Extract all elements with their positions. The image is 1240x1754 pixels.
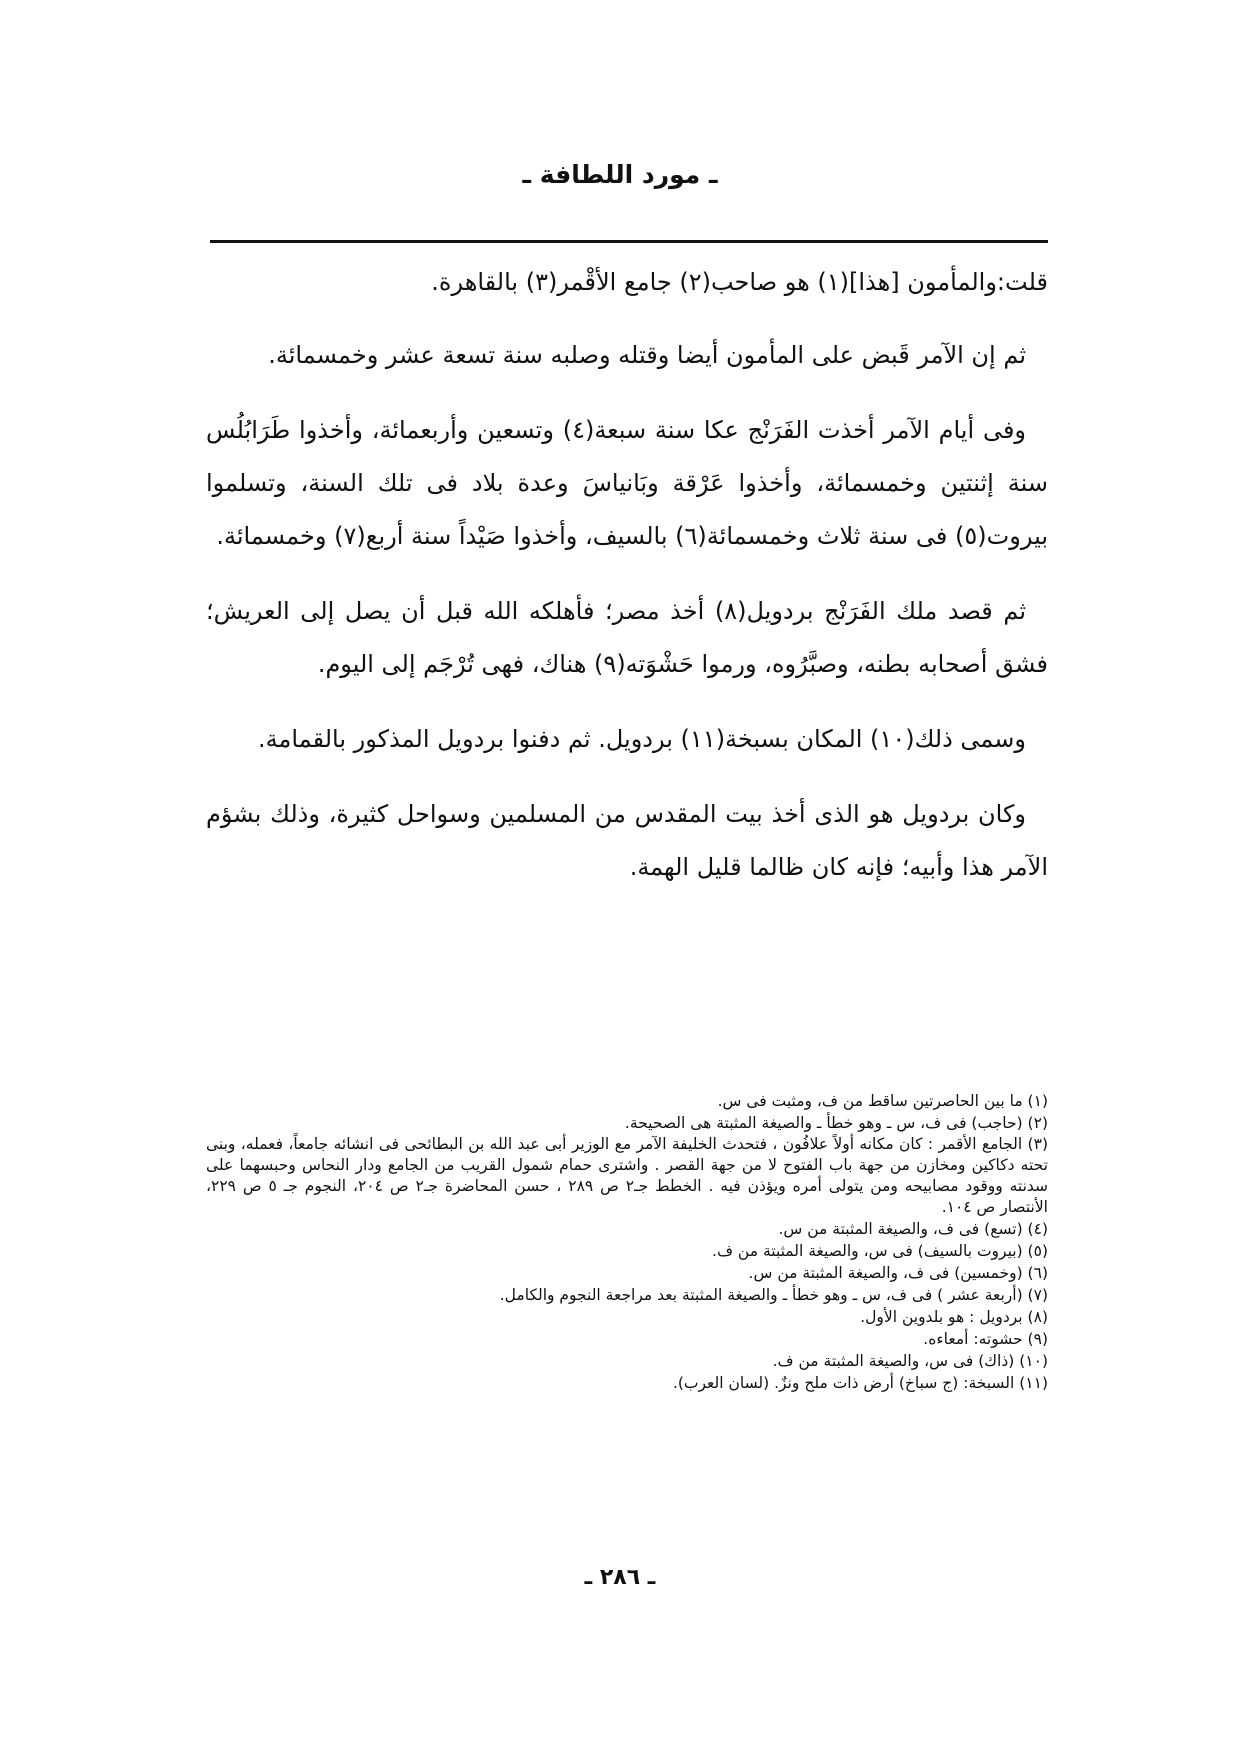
footnote-9: (٩) حشوته: أمعاءه.	[923, 1330, 1048, 1348]
paragraph-4: ثم قصد ملك الفَرَنْج بردويل(٨) أخذ مصر؛ فأهلكه الله قبل أن يصل إلى العريش؛ فشق أصحابه بطنه، وصبَّرُوه، ورموا حَشْوَته(٩) هناك، فهى تُرْجَم إلى اليوم.	[206, 597, 1048, 678]
running-header: ـ مورد اللطافة ـ	[522, 160, 718, 189]
paragraph-3: وفى أيام الآمر أخذت الفَرَنْج عكا سنة سبعة(٤) وتسعين وأربعمائة، وأخذوا طَرَابُلُس سنة إثنتين وخمسمائة، وأخذوا عَرْقة وبَانياسَ وعدة بلاد فى تلك السنة، وتسلموا بيروت(٥) فى سنة ثلاث وخمسمائة(٦) بالسيف، وأخذوا صَيْداً سنة أربع(٧) وخمسمائة.	[206, 416, 1048, 550]
paragraph-5: وسمى ذلك(١٠) المكان بسبخة(١١) بردويل. ثم دفنوا بردويل المذكور بالقمامة.	[258, 725, 1026, 753]
footnote-4: (٤) (تسع) فى ف، والصيغة المثبتة من س.	[778, 1220, 1048, 1238]
header-divider	[210, 240, 1048, 243]
paragraph-2: ثم إن الآمر قَبض على المأمون أيضا وقتله وصلبه سنة تسعة عشر وخمسمائة.	[268, 341, 1026, 369]
main-text	[206, 256, 1048, 916]
footnote-10: (١٠) (ذاك) فى س، والصيغة المثبتة من ف.	[772, 1352, 1048, 1370]
footnote-6: (٦) (وخمسين) فى ف، والصيغة المثبتة من س.	[748, 1264, 1048, 1282]
paragraph-1: قلت:والمأمون [هذا](١) هو صاحب(٢) جامع الأقْمر(٣) بالقاهرة.	[431, 268, 1048, 296]
footnotes	[206, 1090, 1048, 1394]
footnote-8: (٨) بردويل : هو بلدوين الأول.	[860, 1308, 1048, 1326]
footnote-3: (٣) الجامع الأقمر : كان مكانه أولاً علافُون ، فتحدث الخليفة الآمر مع الوزير أبى عبد الله بن البطائحى فى انشائه جامعاً، فعمله، وبنى تحته دكاكين ومخازن من جهة باب الفتوح لا من جهة القصر . واشترى حمام شمول القريب من الجامع ودار النحاس وحبسهما على سدنته ووقود مصابيحه ومن يتولى أمره ويؤذن فيه . الخطط جـ٢ ص ٢٨٩ ، حسن المحاضرة جـ٢ ص ٢٠٤، النجوم جـ ٥ ص ٢٢٩، الأنتصار ص ١٠٤.	[206, 1135, 1049, 1216]
footnote-5: (٥) (بيروت بالسيف) فى س، والصيغة المثبتة من ف.	[712, 1242, 1048, 1260]
footnote-1: (١) ما بين الحاصرتين ساقط من ف، ومثبت فى س.	[717, 1092, 1048, 1110]
paragraph-6: وكان بردويل هو الذى أخذ بيت المقدس من المسلمين وسواحل كثيرة، وذلك بشؤم الآمر هذا وأبيه؛ فإنه كان ظالما قليل الهمة.	[206, 800, 1048, 881]
footnote-2: (٢) (حاجب) فى ف، س ـ وهو خطأ ـ والصيغة المثبتة هى الصحيحة.	[624, 1114, 1048, 1132]
footnote-7: (٧) (أربعة عشر ) فى ف، س ـ وهو خطأ ـ والصيغة المثبتة بعد مراجعة النجوم والكامل.	[499, 1286, 1048, 1304]
page-number: ـ ٢٨٦ ـ	[584, 1565, 656, 1590]
footnote-11: (١١) السبخة: (ج سباخ) أرض ذات ملح ونزٌ. (لسان العرب).	[672, 1374, 1048, 1392]
